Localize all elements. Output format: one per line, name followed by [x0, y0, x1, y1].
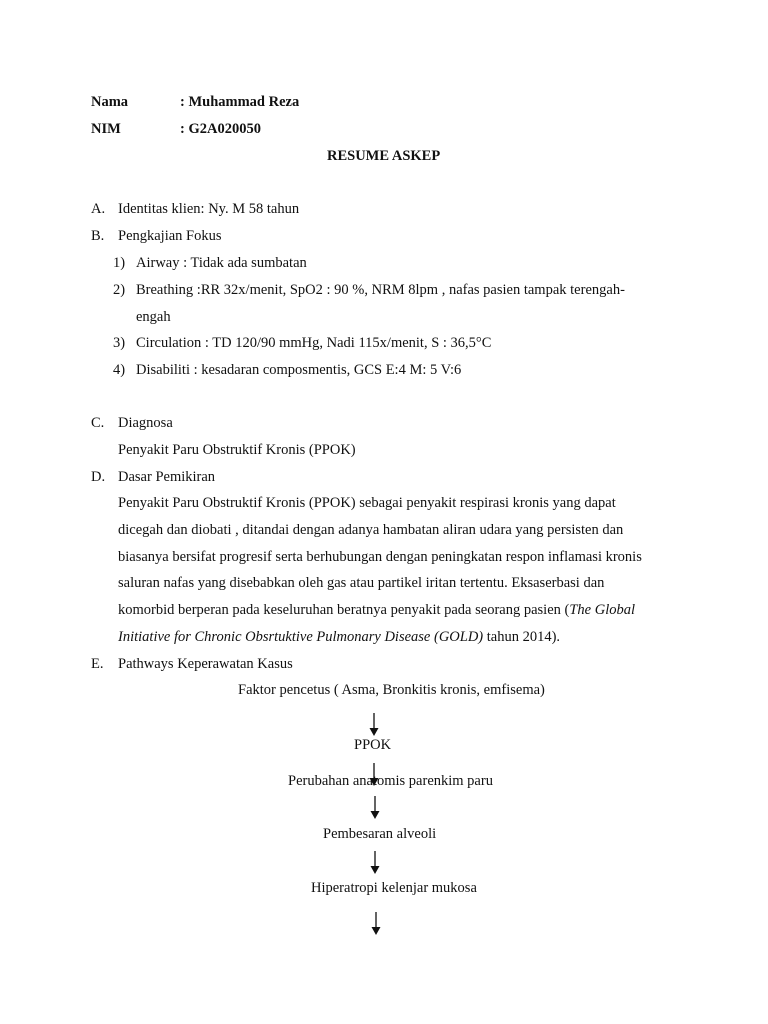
- paragraph-line: Penyakit Paru Obstruktif Kronis (PPOK) sebagai penyakit respirasi kronis yang dapat: [118, 495, 616, 511]
- section-b-heading: Pengkajian Fokus: [118, 228, 222, 244]
- section-d-marker: D.: [91, 469, 106, 485]
- citation-italic: Initiative for Chronic Obsrtuktive Pulmonary Disease (GOLD): [118, 629, 484, 645]
- paragraph-line: [118, 629, 560, 646]
- pathway-node: PPOK: [354, 737, 392, 753]
- paragraph-line: dicegah dan diobati , ditandai dengan adanya hambatan aliran udara yang persisten dan: [118, 522, 624, 538]
- paragraph-text: tahun 2014).: [483, 629, 561, 645]
- section-e-marker: E.: [91, 656, 104, 672]
- page-title: RESUME ASKEP: [327, 148, 441, 164]
- list-item-continuation: engah: [136, 309, 171, 325]
- list-item-text: Disabiliti : kesadaran composmentis, GCS E:4 M: 5 V:6: [136, 362, 462, 378]
- section-c-marker: C.: [91, 415, 105, 431]
- section-c-heading: Diagnosa: [118, 415, 173, 431]
- pathway-node: Perubahan anatomis parenkim paru: [288, 773, 493, 789]
- name-label: Nama: [91, 94, 129, 110]
- section-d-heading: Dasar Pemikiran: [118, 469, 216, 485]
- section-a-marker: A.: [91, 201, 106, 217]
- nim-value: : G2A020050: [180, 121, 261, 137]
- paragraph-line: saluran nafas yang disebabkan oleh gas atau partikel iritan tertentu. Eksaserbasi dan: [118, 575, 605, 591]
- list-item-number: 1): [113, 255, 126, 271]
- list-item-text: Airway : Tidak ada sumbatan: [136, 255, 307, 271]
- list-item-number: 2): [113, 282, 126, 298]
- list-item-number: 4): [113, 362, 126, 378]
- section-c-text: Penyakit Paru Obstruktif Kronis (PPOK): [118, 442, 356, 458]
- down-arrow-icon: [369, 851, 381, 875]
- paragraph-text: komorbid berperan pada keseluruhan beratnya penyakit pada seorang pasien (: [118, 602, 570, 618]
- pathway-node: Pembesaran alveoli: [323, 826, 437, 842]
- list-item-text: Breathing :RR 32x/menit, SpO2 : 90 %, NRM 8lpm , nafas pasien tampak terengah-: [136, 282, 625, 298]
- pathway-node: Faktor pencetus ( Asma, Bronkitis kronis, emfisema): [238, 682, 545, 698]
- down-arrow-icon: [369, 796, 381, 820]
- pathway-node: Hiperatropi kelenjar mukosa: [311, 880, 477, 896]
- down-arrow-icon: [370, 912, 382, 936]
- list-item-number: 3): [113, 335, 126, 351]
- list-item-text: Circulation : TD 120/90 mmHg, Nadi 115x/menit, S : 36,5°C: [136, 335, 492, 351]
- name-value: : Muhammad Reza: [180, 94, 300, 110]
- section-b-marker: B.: [91, 228, 105, 244]
- citation-italic: The Global: [569, 602, 635, 618]
- nim-label: NIM: [91, 121, 121, 137]
- section-e-heading: Pathways Keperawatan Kasus: [118, 656, 293, 672]
- paragraph-line: biasanya bersifat progresif serta berhubungan dengan peningkatan respon inflamasi kronis: [118, 549, 642, 565]
- down-arrow-icon: [368, 713, 380, 737]
- paragraph-line: [118, 602, 635, 619]
- section-a-text: Identitas klien: Ny. M 58 tahun: [118, 201, 300, 217]
